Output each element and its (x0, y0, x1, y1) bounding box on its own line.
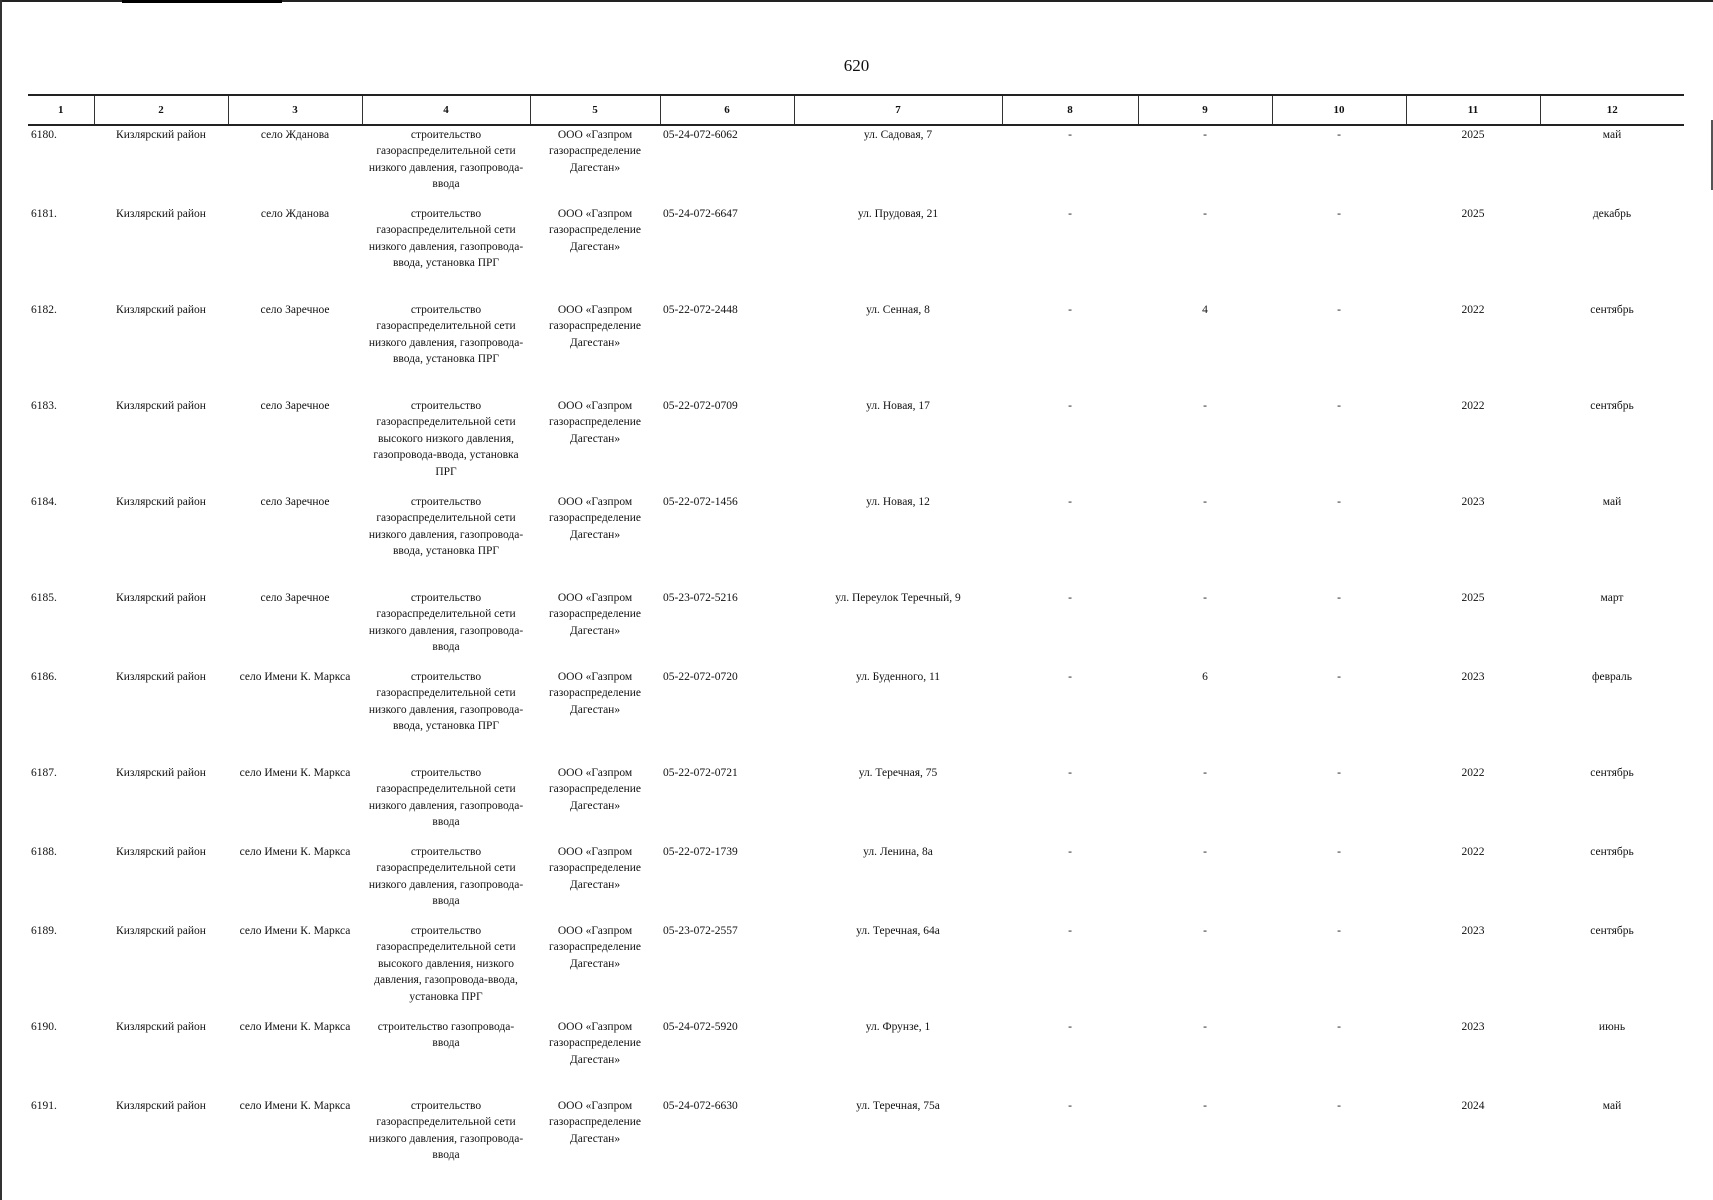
address-cell: ул. Теречная, 75 (858, 767, 938, 779)
month-cell: май (1602, 129, 1622, 141)
row-number: 6186. (31, 671, 57, 683)
col9-cell: - (1203, 400, 1207, 412)
work-description-cell: строительство газораспределительной сети низкого давления, газопровода-ввода (368, 1100, 524, 1162)
col10-cell: - (1337, 671, 1341, 683)
year-cell: 2025 (1461, 129, 1485, 141)
work-description-cell: строительство газораспределительной сети низкого давления, газопровода-ввода (368, 129, 524, 191)
settlement-cell: село Заречное (260, 400, 330, 412)
row-number: 6190. (31, 1021, 57, 1033)
settlement-cell: село Заречное (260, 592, 330, 604)
col10-cell: - (1337, 208, 1341, 220)
district-cell: Кизлярский район (116, 925, 206, 937)
organization-cell: ООО «Газпром газораспределение Дагестан» (548, 304, 642, 349)
month-cell: май (1602, 1100, 1622, 1112)
object-code-cell: 05-22-072-0709 (663, 400, 738, 412)
col9-cell: - (1203, 592, 1207, 604)
col10-cell: - (1337, 129, 1341, 141)
month-cell: сентябрь (1590, 400, 1634, 412)
address-cell: ул. Фрунзе, 1 (865, 1021, 931, 1033)
district-cell: Кизлярский район (116, 129, 206, 141)
month-cell: сентябрь (1590, 767, 1634, 779)
work-description-cell: строительство газораспределительной сети низкого давления, газопровода-ввода (368, 767, 524, 829)
col8-cell: - (1068, 1100, 1072, 1112)
address-cell: ул. Переулок Теречный, 9 (835, 592, 961, 604)
district-cell: Кизлярский район (116, 1021, 206, 1033)
column-header: 3 (228, 96, 362, 126)
month-cell: февраль (1592, 671, 1632, 683)
month-cell: июнь (1598, 1021, 1626, 1033)
col8-cell: - (1068, 592, 1072, 604)
page-number: 620 (843, 56, 870, 75)
work-description-cell: строительство газораспределительной сети низкого давления, газопровода-ввода, установка ПРГ (368, 208, 524, 270)
district-cell: Кизлярский район (116, 767, 206, 779)
col10-cell: - (1337, 1100, 1341, 1112)
organization-cell: ООО «Газпром газораспределение Дагестан» (548, 400, 642, 445)
column-header: 10 (1272, 96, 1406, 126)
table-row (28, 493, 1684, 589)
table-row (28, 668, 1684, 764)
settlement-cell: село Жданова (260, 129, 330, 141)
work-description-cell: строительство газопровода-ввода (377, 1021, 515, 1050)
settlement-cell: село Жданова (260, 208, 330, 220)
table-body (28, 125, 1684, 1193)
col9-cell: 6 (1202, 671, 1208, 683)
row-number: 6185. (31, 592, 57, 604)
settlement-cell: село Имени К. Маркса (239, 767, 351, 779)
settlement-cell: село Имени К. Маркса (239, 1021, 351, 1033)
table-row (28, 1097, 1684, 1193)
address-cell: ул. Теречная, 75а (856, 1100, 940, 1112)
year-cell: 2022 (1461, 767, 1485, 779)
col10-cell: - (1337, 767, 1341, 779)
settlement-cell: село Имени К. Маркса (239, 846, 351, 858)
month-cell: сентябрь (1590, 846, 1634, 858)
object-code-cell: 05-22-072-0720 (663, 671, 738, 683)
address-cell: ул. Садовая, 7 (863, 129, 933, 141)
address-cell: ул. Буденного, 11 (855, 671, 941, 683)
object-code-cell: 05-24-072-6630 (663, 1100, 738, 1112)
col9-cell: - (1203, 1021, 1207, 1033)
object-code-cell: 05-22-072-2448 (663, 304, 738, 316)
row-number: 6191. (31, 1100, 57, 1112)
year-cell: 2023 (1461, 1021, 1485, 1033)
row-number: 6184. (31, 496, 57, 508)
year-cell: 2022 (1461, 304, 1485, 316)
header-row (28, 96, 1684, 126)
row-number: 6183. (31, 400, 57, 412)
table-row (28, 301, 1684, 397)
object-code-cell: 05-24-072-6062 (663, 129, 738, 141)
month-cell: декабрь (1592, 208, 1632, 220)
row-number: 6189. (31, 925, 57, 937)
year-cell: 2022 (1461, 846, 1485, 858)
object-code-cell: 05-23-072-5216 (663, 592, 738, 604)
col8-cell: - (1068, 208, 1072, 220)
object-code-cell: 05-22-072-0721 (663, 767, 738, 779)
month-cell: сентябрь (1590, 925, 1634, 937)
work-description-cell: строительство газораспределительной сети высокого низкого давления, газопровода-ввода, установка ПРГ (373, 400, 519, 478)
row-number: 6181. (31, 208, 57, 220)
col9-cell: - (1203, 496, 1207, 508)
row-number: 6180. (31, 129, 57, 141)
col10-cell: - (1337, 925, 1341, 937)
organization-cell: ООО «Газпром газораспределение Дагестан» (548, 671, 642, 716)
year-cell: 2024 (1461, 1100, 1485, 1112)
column-header: 2 (94, 96, 228, 126)
column-header: 9 (1138, 96, 1272, 126)
scan-top-mark (122, 0, 282, 3)
col9-cell: - (1203, 846, 1207, 858)
organization-cell: ООО «Газпром газораспределение Дагестан» (548, 767, 642, 812)
address-cell: ул. Сенная, 8 (866, 304, 930, 316)
col10-cell: - (1337, 496, 1341, 508)
col8-cell: - (1068, 767, 1072, 779)
address-cell: ул. Теречная, 64а (856, 925, 940, 937)
organization-cell: ООО «Газпром газораспределение Дагестан» (548, 496, 642, 541)
col8-cell: - (1068, 1021, 1072, 1033)
year-cell: 2022 (1461, 400, 1485, 412)
district-cell: Кизлярский район (116, 846, 206, 858)
organization-cell: ООО «Газпром газораспределение Дагестан» (548, 1100, 642, 1145)
object-code-cell: 05-22-072-1739 (663, 846, 738, 858)
col8-cell: - (1068, 496, 1072, 508)
col8-cell: - (1068, 671, 1072, 683)
object-code-cell: 05-22-072-1456 (663, 496, 738, 508)
col9-cell: 4 (1202, 304, 1208, 316)
column-header: 1 (28, 96, 94, 126)
year-cell: 2023 (1461, 671, 1485, 683)
row-number: 6187. (31, 767, 57, 779)
organization-cell: ООО «Газпром газораспределение Дагестан» (548, 1021, 642, 1066)
object-code-cell: 05-24-072-6647 (663, 208, 738, 220)
district-cell: Кизлярский район (116, 208, 206, 220)
settlement-cell: село Имени К. Маркса (239, 671, 351, 683)
organization-cell: ООО «Газпром газораспределение Дагестан» (548, 129, 642, 174)
district-cell: Кизлярский район (116, 1100, 206, 1112)
col8-cell: - (1068, 925, 1072, 937)
district-cell: Кизлярский район (116, 496, 206, 508)
col8-cell: - (1068, 304, 1072, 316)
settlement-cell: село Заречное (260, 304, 330, 316)
col10-cell: - (1337, 592, 1341, 604)
organization-cell: ООО «Газпром газораспределение Дагестан» (548, 846, 642, 891)
month-cell: март (1600, 592, 1624, 604)
table-row (28, 125, 1684, 205)
address-cell: ул. Ленина, 8а (863, 846, 933, 858)
col9-cell: - (1203, 925, 1207, 937)
col10-cell: - (1337, 304, 1341, 316)
year-cell: 2023 (1461, 496, 1485, 508)
column-header: 5 (530, 96, 660, 126)
district-cell: Кизлярский район (116, 592, 206, 604)
year-cell: 2025 (1461, 592, 1485, 604)
settlement-cell: село Имени К. Маркса (239, 1100, 351, 1112)
work-description-cell: строительство газораспределительной сети низкого давления, газопровода-ввода (368, 592, 524, 654)
registry-table (28, 95, 1684, 1193)
column-header: 4 (362, 96, 530, 126)
settlement-cell: село Заречное (260, 496, 330, 508)
col10-cell: - (1337, 1021, 1341, 1033)
work-description-cell: строительство газораспределительной сети низкого давления, газопровода-ввода (368, 846, 524, 908)
col10-cell: - (1337, 846, 1341, 858)
month-cell: май (1602, 496, 1622, 508)
col9-cell: - (1203, 208, 1207, 220)
address-cell: ул. Новая, 12 (866, 496, 930, 508)
work-description-cell: строительство газораспределительной сети низкого давления, газопровода-ввода, установка ПРГ (368, 496, 524, 558)
column-header: 8 (1002, 96, 1138, 126)
table-row (28, 922, 1684, 1018)
row-number: 6182. (31, 304, 57, 316)
col9-cell: - (1203, 129, 1207, 141)
table-row (28, 205, 1684, 301)
object-code-cell: 05-23-072-2557 (663, 925, 738, 937)
work-description-cell: строительство газораспределительной сети низкого давления, газопровода-ввода, установка ПРГ (368, 304, 524, 366)
col8-cell: - (1068, 129, 1072, 141)
column-header: 12 (1540, 96, 1684, 126)
table-row (28, 1018, 1684, 1097)
organization-cell: ООО «Газпром газораспределение Дагестан» (548, 592, 642, 637)
object-code-cell: 05-24-072-5920 (663, 1021, 738, 1033)
table-row (28, 764, 1684, 843)
col10-cell: - (1337, 400, 1341, 412)
column-header: 11 (1406, 96, 1540, 126)
col8-cell: - (1068, 400, 1072, 412)
column-header: 6 (660, 96, 794, 126)
col9-cell: - (1203, 1100, 1207, 1112)
year-cell: 2025 (1461, 208, 1485, 220)
row-number: 6188. (31, 846, 57, 858)
organization-cell: ООО «Газпром газораспределение Дагестан» (548, 208, 642, 253)
work-description-cell: строительство газораспределительной сети высокого давления, низкого давления, газопровода-ввода, установка ПРГ (374, 925, 518, 1003)
district-cell: Кизлярский район (116, 304, 206, 316)
col9-cell: - (1203, 767, 1207, 779)
month-cell: сентябрь (1590, 304, 1634, 316)
address-cell: ул. Прудовая, 21 (857, 208, 939, 220)
column-header: 7 (794, 96, 1002, 126)
district-cell: Кизлярский район (116, 400, 206, 412)
col8-cell: - (1068, 846, 1072, 858)
table-row (28, 589, 1684, 668)
district-cell: Кизлярский район (116, 671, 206, 683)
scan-left-edge (0, 0, 2, 1200)
address-cell: ул. Новая, 17 (866, 400, 930, 412)
table-row (28, 397, 1684, 493)
year-cell: 2023 (1461, 925, 1485, 937)
organization-cell: ООО «Газпром газораспределение Дагестан» (548, 925, 642, 970)
work-description-cell: строительство газораспределительной сети низкого давления, газопровода-ввода, установка ПРГ (368, 671, 524, 733)
settlement-cell: село Имени К. Маркса (239, 925, 351, 937)
table-row (28, 843, 1684, 922)
